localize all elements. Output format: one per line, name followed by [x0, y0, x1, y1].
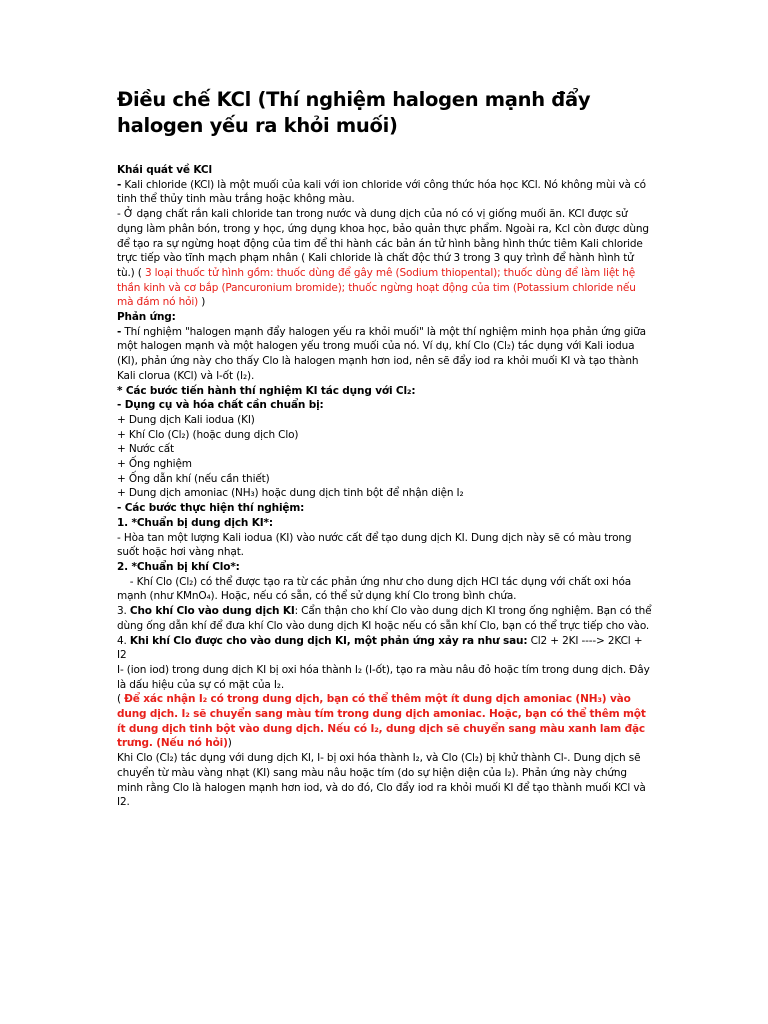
overview-text-1: Kali chloride (KCl) là một muối của kali với ion chloride với công thức hóa học KCl. Nó không mùi và có tinh thể thủy tinh màu trắng hoặc không màu.: [117, 178, 646, 206]
step-3-text: : Cẩn thận cho khí Clo vào dung dịch KI trong ống nghiệm. Bạn có thể dùng ống dẫn khí để đưa khí Clo vào dung dịch KI hoặc nếu có sẵn khí Clo, bạn có thể trực tiếp cho vào.: [117, 605, 652, 632]
overview-paragraph-1: [117, 178, 653, 207]
reaction-text: Thí nghiệm "halogen mạnh đẩy halogen yếu ra khỏi muối" là một thí nghiệm minh họa phản ứng giữa một halogen mạnh và một halogen yếu trong muối của nó. Ví dụ, khí Clo (Cl₂) tác dụng với Kali iodua (KI), phản ứng này cho thấy Clo là halogen mạnh hơn iod, nên sẽ đẩy iod ra khỏi muối KI và tạo thành Kali clorua (KCl) và I-ốt (I₂).: [117, 325, 646, 382]
step-4: [117, 634, 653, 663]
step-4-title: Khi khí Clo được cho vào dung dịch KI, một phản ứng xảy ra như sau:: [129, 634, 528, 647]
overview-text-2: - Ở dạng chất rắn kali chloride tan trong nước và dung dịch của nó có vị giống muối ăn. KCl được sử dụng làm phân bón, trong y học, ứng dụng khoa học, bảo quản thực phẩm. Ngoài ra, Kcl còn được dùng để tạo ra sự ngừng hoạt động của tim để thi hành các bản án tử hình bằng hình thức tiêm Kali chloride trực tiếp vào tĩnh mạch phạm nhân ( Kali chloride là chất độc thứ 3 trong 3 quy trình để hành hình tử tù.) (: [117, 208, 649, 279]
red-note-execution-drugs: 3 loại thuốc tử hình gồm: thuốc dùng để gây mê (Sodium thiopental); thuốc dùng để làm liệt hệ thần kinh và cơ bắp (Pancuronium bromide); thuốc ngừng hoạt động của tim (Potassium chloride nếu mà đám nó hỏi): [117, 266, 636, 309]
overview-text-2-end: ): [198, 296, 206, 309]
note-close: ): [227, 737, 232, 750]
overview-paragraph-2: [117, 207, 653, 310]
tool-item: + Dung dịch Kali iodua (KI): [117, 413, 255, 426]
tool-item: + Khí Clo (Cl₂) (hoặc dung dịch Clo): [117, 428, 299, 441]
reaction-paragraph: [117, 325, 653, 384]
overview-heading: Khái quát về KCl: [117, 164, 212, 176]
document-page: [117, 87, 653, 810]
red-note-confirm-iodine: Để xác nhận I₂ có trong dung dịch, bạn có thể thêm một ít dung dịch amoniac (NH₃) vào dung dịch. I₂ sẽ chuyển sang màu tím trong dung dịch amoniac. Hoặc, bạn có thể thêm một ít dung dịch tinh bột vào dung dịch. Nếu có I₂, dung dịch sẽ chuyển sang màu xanh lam đặc trưng. (Nếu nó hỏi): [117, 693, 646, 750]
step-1-heading: 1. *Chuẩn bị dung dịch KI*:: [117, 516, 273, 529]
page-title: Điều chế KCl (Thí nghiệm halogen mạnh đẩy halogen yếu ra khỏi muối): [117, 88, 591, 137]
step-1-text: - Hòa tan một lượng Kali iodua (KI) vào nước cất để tạo dung dịch KI. Dung dịch này sẽ có màu trong suốt hoặc hơi vàng nhạt.: [117, 531, 632, 559]
reaction-equation: Cl2 + 2KI ----> 2KCl + I2: [117, 634, 643, 662]
document-body: [117, 163, 653, 810]
procedure-heading: - Các bước thực hiện thí nghiệm:: [117, 502, 305, 515]
tool-item: + Dung dịch amoniac (NH₃) hoặc dung dịch tinh bột để nhận diện I₂: [117, 487, 464, 500]
tool-item: + Ống nghiệm: [117, 458, 192, 471]
bullet-marker: -: [117, 178, 122, 191]
step-4-number: 4.: [117, 634, 130, 647]
step-3-number: 3.: [117, 605, 130, 618]
bullet-marker: -: [117, 325, 122, 338]
reaction-heading: Phản ứng:: [117, 311, 176, 324]
step-4-text: I- (ion iod) trong dung dịch KI bị oxi hóa thành I₂ (I-ốt), tạo ra màu nâu đỏ hoặc tím trong dung dịch. Đây là dấu hiệu của sự có mặt của I₂.: [117, 663, 650, 691]
steps-heading: * Các bước tiến hành thí nghiệm KI tác dụng với Cl₂:: [117, 384, 416, 397]
confirmation-note: [117, 692, 653, 751]
step-3: [117, 604, 653, 633]
tool-item: + Nước cất: [117, 443, 175, 456]
step-2-text: - Khí Clo (Cl₂) có thể được tạo ra từ các phản ứng như cho dung dịch HCl tác dụng với chất oxi hóa mạnh (như KMnO₄). Hoặc, nếu có sẵn, có thể sử dụng khí Clo trong bình chứa.: [117, 575, 635, 603]
step-2-heading: 2. *Chuẩn bị khí Clo*:: [117, 560, 240, 573]
tool-item: + Ống dẫn khí (nếu cần thiết): [117, 472, 270, 485]
step-3-title: Cho khí Clo vào dung dịch KI: [129, 605, 295, 618]
conclusion-text: Khi Clo (Cl₂) tác dụng với dung dịch KI, I- bị oxi hóa thành I₂, và Clo (Cl₂) bị khử thành Cl-. Dung dịch sẽ chuyển từ màu vàng nhạt (KI) sang màu nâu hoặc tím (do sự hiện diện của I₂). Phản ứng này chứng minh rằng Clo là halogen mạnh hơn iod, và do đó, Clo đẩy iod ra khỏi muối KI để tạo thành muối KCl và I2.: [117, 752, 646, 809]
note-open: (: [117, 693, 125, 706]
tools-heading: - Dụng cụ và hóa chất cần chuẩn bị:: [117, 399, 324, 412]
